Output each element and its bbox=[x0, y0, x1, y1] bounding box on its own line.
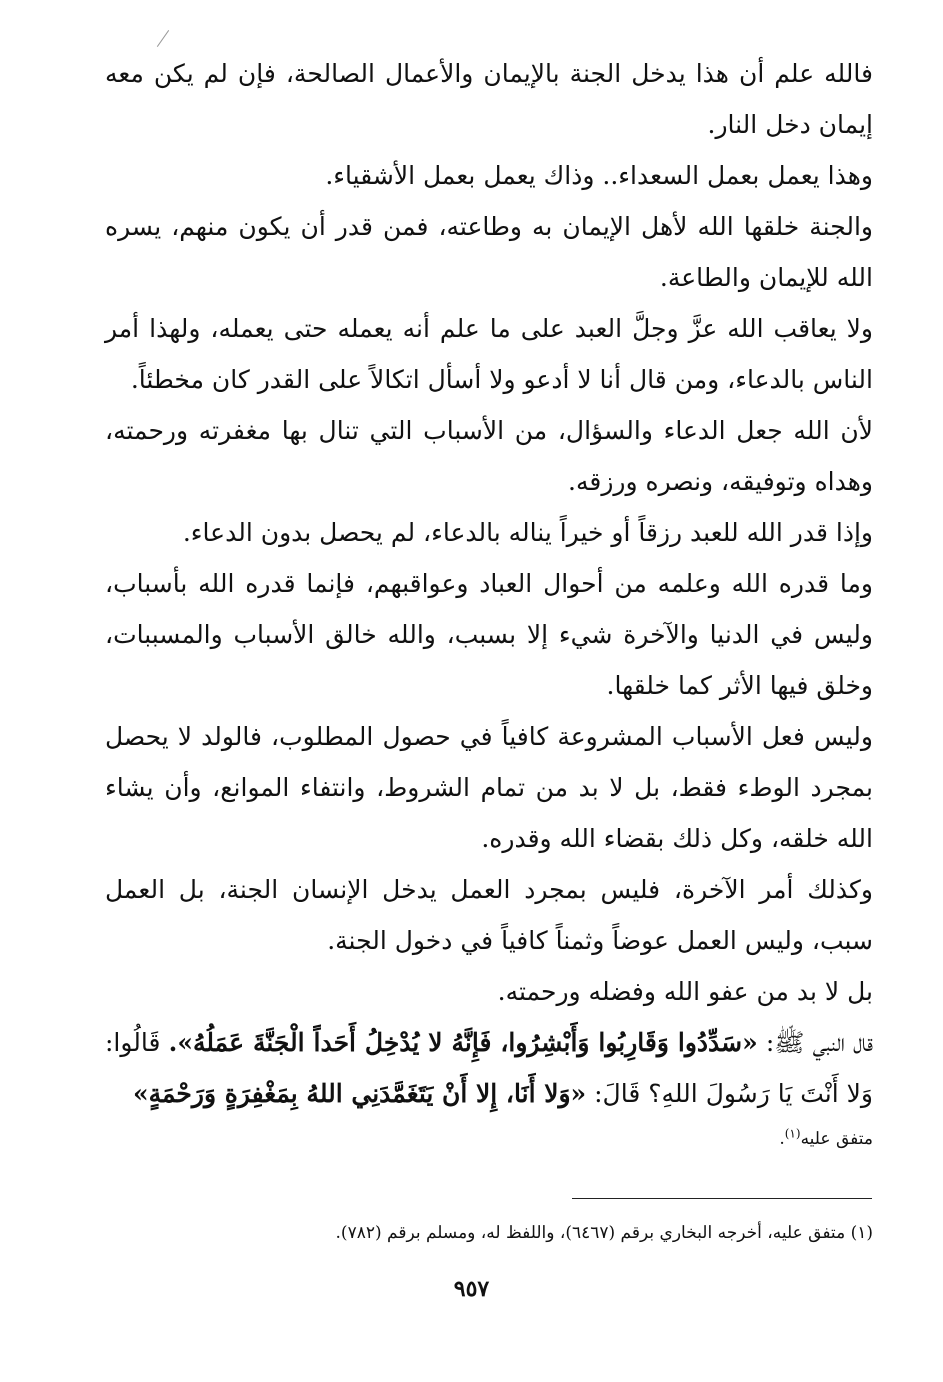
paragraph: لأن الله جعل الدعاء والسؤال، من الأسباب التي تنال بها مغفرته ورحمته، وهداه وتوفيقه، ونصره ورزقه. bbox=[105, 416, 873, 496]
hadith-question: قَالُوا: وَلا أَنْتَ يَا رَسُولَ اللهِ؟ قَالَ: bbox=[105, 1028, 873, 1108]
hadith-quote: «سَدِّدُوا وَقَارِبُوا وَأَبْشِرُوا، فَإِنَّهُ لا يُدْخِلُ أَحَداً الْجَنَّةَ عَمَلُهُ». bbox=[168, 1028, 758, 1057]
paragraph: ولا يعاقب الله عزَّ وجلَّ العبد على ما علم أنه يعمله حتى يعمله، ولهذا أمر الناس بالدعاء، ومن قال أنا لا أدعو ولا أسأل اتكالاً على القدر كان مخطئاً. bbox=[105, 314, 873, 394]
paragraph: وليس فعل الأسباب المشروعة كافياً في حصول المطلوب، فالولد لا يحصل بمجرد الوطء فقط، بل لا بد من تمام الشروط، وانتفاء الموانع، وأن يشاء الله خلقه، وكل ذلك بقضاء الله وقدره. bbox=[105, 722, 873, 853]
paragraph: وهذا يعمل بعمل السعداء.. وذاك يعمل بعمل الأشقياء. bbox=[325, 161, 873, 190]
paragraph: وإذا قدر الله للعبد رزقاً أو خيراً يناله بالدعاء، لم يحصل بدون الدعاء. bbox=[182, 518, 873, 547]
attribution-text: متفق عليه bbox=[800, 1129, 873, 1149]
footnote-divider bbox=[572, 1198, 872, 1199]
paragraph: فالله علم أن هذا يدخل الجنة بالإيمان والأعمال الصالحة، فإن لم يكن معه إيمان دخل النار. bbox=[105, 59, 873, 139]
footnote: (١) متفق عليه، أخرجه البخاري برقم (٦٤٦٧)، واللفظ له، ومسلم برقم (٧٨٢). bbox=[335, 1223, 873, 1243]
hadith-paragraph bbox=[105, 1017, 873, 1119]
main-text bbox=[105, 48, 873, 1159]
paragraph: وكذلك أمر الآخرة، فليس بمجرد العمل يدخل الإنسان الجنة، بل العمل سبب، وليس العمل عوضاً وثمناً كافياً في دخول الجنة. bbox=[105, 875, 873, 955]
paragraph: بل لا بد من عفو الله وفضله ورحمته. bbox=[497, 977, 873, 1006]
hadith-reply: «وَلا أَنَا، إِلا أَنْ يَتَغَمَّدَنِي اللهُ بِمَغْفِرَةٍ وَرَحْمَةٍ» bbox=[132, 1079, 587, 1108]
footnote-reference: (١) bbox=[784, 1126, 801, 1141]
page-number: ٩٥٧ bbox=[453, 1276, 490, 1302]
paragraph: وما قدره الله وعلمه من أحوال العباد وعواقبهم، فإنما قدره الله بأسباب، وليس في الدنيا والآخرة شيء إلا بسبب، والله خالق الأسباب والمسببات، وخلق فيها الأثر كما خلقها. bbox=[105, 569, 873, 700]
hadith-intro: قال النبي ﷺ: bbox=[757, 1028, 873, 1057]
paragraph: والجنة خلقها الله لأهل الإيمان به وطاعته، فمن قدر أن يكون منهم، يسره الله للإيمان والطاعة. bbox=[105, 212, 873, 292]
hadith-attribution: متفق عليه$^{(١)}$. bbox=[779, 1126, 873, 1149]
scan-mark bbox=[157, 30, 169, 47]
